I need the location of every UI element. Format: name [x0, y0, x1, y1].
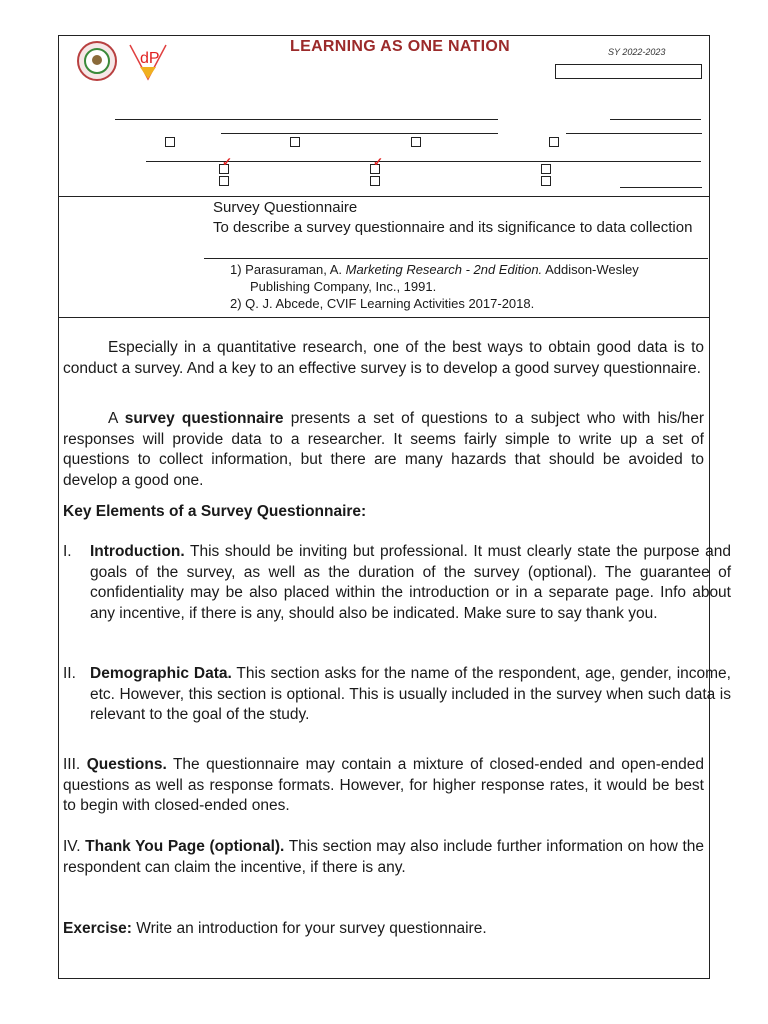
checkbox[interactable]: [370, 176, 380, 186]
list-item: II. Demographic Data. This section asks for the name of the respondent, age, gender, income, etc. However, this section is optional. This is usually included in the survey when such data is relevant to the goal of the study.: [63, 665, 731, 723]
lesson-info: [213, 198, 703, 238]
header-title: LEARNING AS ONE NATION: [290, 38, 510, 55]
lesson-objective: To describe a survey questionnaire and its significance to data collection: [213, 219, 693, 236]
school-seal-logo: [73, 40, 121, 82]
exercise: Exercise: Write an introduction for your survey questionnaire.: [63, 920, 487, 937]
paragraph: Especially in a quantitative research, one of the best ways to obtain good data is to conduct a survey. And a key to an effective survey is to develop a good survey questionnaire.: [63, 339, 704, 377]
checkbox[interactable]: [411, 137, 421, 147]
lesson-topic: Survey Questionnaire: [213, 199, 358, 216]
checkbox[interactable]: [541, 176, 551, 186]
list-item: I. Introduction. This should be inviting but professional. It must clearly state the purpose and goals of the survey, as well as the duration of the survey (optional). The guarantee of confidentiality may be also placed within the introduction or in a separate page. Info about any incentive, if there is any, should also be indicated. Make sure to say thank you.: [63, 543, 731, 622]
section-heading: Key Elements of a Survey Questionnaire:: [63, 503, 367, 520]
checkmark-icon: ✓: [222, 155, 233, 169]
reference-item: 1) Parasuraman, A. Marketing Research - 2nd Edition. Addison-Wesley Publishing Company, Inc., 1991.: [230, 262, 639, 294]
checkbox[interactable]: [549, 137, 559, 147]
checkbox[interactable]: [219, 176, 229, 186]
school-year: SY 2022-2023: [608, 47, 666, 57]
checkbox[interactable]: [541, 164, 551, 174]
references-list: [230, 261, 700, 312]
checkbox[interactable]: [290, 137, 300, 147]
checkbox[interactable]: [165, 137, 175, 147]
list-item: III. Questions. The questionnaire may contain a mixture of closed-ended and open-ended questions as well as response formats. However, for higher response rates, it would be best to begin with closed-ended ones.: [63, 756, 705, 814]
blank-box: [555, 64, 702, 79]
svg-text:dP: dP: [140, 50, 160, 67]
dlp-logo: [128, 43, 170, 83]
reference-item: 2) Q. J. Abcede, CVIF Learning Activities 2017-2018.: [230, 296, 535, 311]
checkmark-icon: ✓: [373, 155, 384, 169]
list-item: IV. Thank You Page (optional). This section may also include further information on how the respondent can claim the incentive, if there is any.: [63, 838, 704, 876]
paragraph: A survey questionnaire presents a set of questions to a subject who with his/her responses will provide data to a researcher. It seems fairly simple to write up a set of questions to collect information, but there are many hazards that should be avoided to develop a good one.: [63, 410, 705, 489]
